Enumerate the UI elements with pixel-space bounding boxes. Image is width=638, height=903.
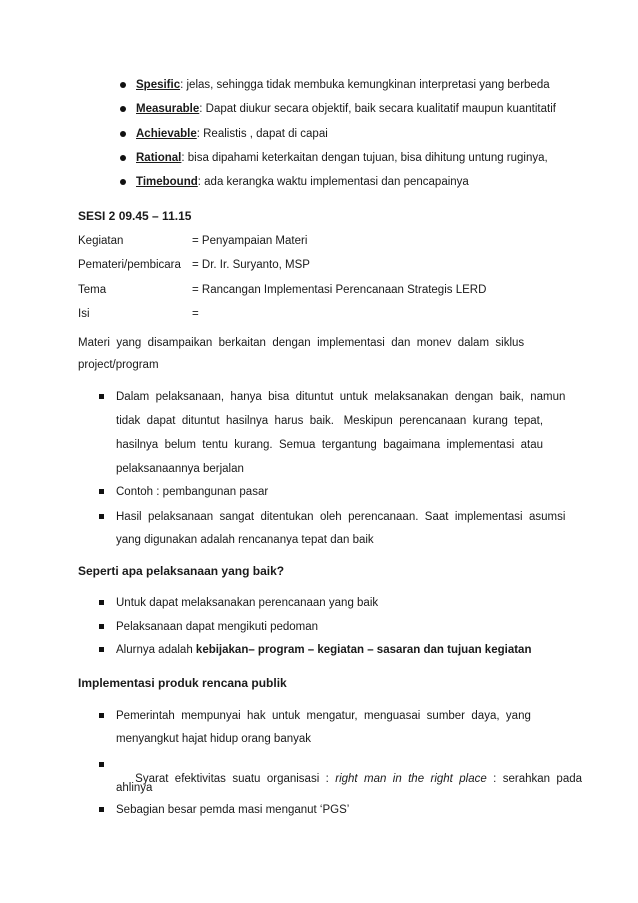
bullet-icon bbox=[120, 106, 126, 112]
bullet-square-icon bbox=[99, 713, 104, 718]
list-item-line: Hasil pelaksanaan sangat ditentukan oleh perencanaan. Saat implementasi asumsi bbox=[116, 511, 566, 523]
info-label: Pemateri/pembicara bbox=[78, 259, 181, 271]
info-label: Kegiatan bbox=[78, 235, 124, 247]
list-item-line: yang digunakan adalah rencananya tepat dan baik bbox=[116, 534, 374, 546]
smart-item bbox=[136, 175, 469, 189]
list-item bbox=[116, 643, 531, 657]
info-value: = Penyampaian Materi bbox=[192, 235, 308, 247]
info-value: = Dr. Ir. Suryanto, MSP bbox=[192, 259, 310, 271]
smart-desc: : Dapat diukur secara objektif, baik secara kualitatif maupun kuantitatif bbox=[199, 103, 556, 115]
list-item-line: Dalam pelaksanaan, hanya bisa dituntut untuk melaksanakan dengan baik, namun bbox=[116, 391, 566, 403]
bullet-square-icon bbox=[99, 647, 104, 652]
smart-desc: : ada kerangka waktu implementasi dan pencapainya bbox=[197, 176, 469, 188]
bullet-square-icon bbox=[99, 762, 104, 767]
list-item-line: Sebagian besar pemda masi menganut ‘PGS’ bbox=[116, 804, 350, 816]
smart-desc: : Realistis , dapat di capai bbox=[196, 128, 328, 140]
syarat-italic: right man in the right place bbox=[335, 773, 487, 785]
section-heading: Seperti apa pelaksanaan yang baik? bbox=[78, 564, 285, 578]
smart-item bbox=[136, 78, 550, 92]
section-heading: Implementasi produk rencana publik bbox=[78, 676, 287, 690]
bullet-square-icon bbox=[99, 807, 104, 812]
bullet-icon bbox=[120, 179, 126, 185]
bullet-square-icon bbox=[99, 600, 104, 605]
smart-term: Timebound bbox=[136, 176, 198, 188]
list-item: Pelaksanaan dapat mengikuti pedoman bbox=[116, 621, 319, 633]
smart-term: Rational bbox=[136, 152, 182, 164]
list-item-line: hasilnya belum tentu kurang. Semua tergantung bagaimana implementasi atau bbox=[116, 439, 544, 451]
smart-item bbox=[136, 102, 556, 116]
list-item-line bbox=[116, 758, 582, 800]
session-heading: SESI 2 09.45 – 11.15 bbox=[78, 209, 192, 223]
bullet-icon bbox=[120, 155, 126, 161]
smart-term: Measurable bbox=[136, 103, 200, 115]
intro-line: Materi yang disampaikan berkaitan dengan implementasi dan monev dalam siklus bbox=[78, 337, 525, 349]
list-item: Untuk dapat melaksanakan perencanaan yang baik bbox=[116, 597, 379, 609]
info-label: Tema bbox=[78, 284, 107, 296]
smart-term: Achievable bbox=[136, 128, 197, 140]
bullet-square-icon bbox=[99, 514, 104, 519]
bullet-square-icon bbox=[99, 394, 104, 399]
list-item-line: ahlinya bbox=[116, 782, 153, 794]
syarat-suffix: : serahkan pada bbox=[486, 773, 583, 785]
smart-item bbox=[136, 127, 328, 141]
list-item-line: pelaksanaannya berjalan bbox=[116, 463, 244, 475]
bullet-square-icon bbox=[99, 624, 104, 629]
alur-flow: kebijakan– program – kegiatan – sasaran dan tujuan kegiatan bbox=[195, 644, 532, 656]
list-item-line: Contoh : pembangunan pasar bbox=[116, 486, 269, 498]
info-value: = Rancangan Implementasi Perencanaan Strategis LERD bbox=[192, 284, 487, 296]
info-value: = bbox=[192, 308, 199, 320]
bullet-square-icon bbox=[99, 489, 104, 494]
intro-line: project/program bbox=[78, 359, 159, 371]
syarat-prefix: Syarat efektivitas suatu organisasi : bbox=[135, 773, 336, 785]
list-item-line: menyangkut hajat hidup orang banyak bbox=[116, 733, 312, 745]
bullet-icon bbox=[120, 131, 126, 137]
list-item-line: tidak dapat dituntut hasilnya harus baik. Meskipun perencanaan kurang tepat, bbox=[116, 415, 544, 427]
smart-item bbox=[136, 151, 548, 165]
alur-prefix: Alurnya adalah bbox=[116, 644, 196, 656]
list-item-line: Pemerintah mempunyai hak untuk mengatur, menguasai sumber daya, yang bbox=[116, 710, 531, 722]
smart-term: Spesific bbox=[136, 79, 181, 91]
bullet-icon bbox=[120, 82, 126, 88]
smart-desc: : bisa dipahami keterkaitan dengan tujuan, bisa dihitung untung ruginya, bbox=[181, 152, 548, 164]
smart-desc: : jelas, sehingga tidak membuka kemungkinan interpretasi yang berbeda bbox=[180, 79, 550, 91]
info-label: Isi bbox=[78, 308, 90, 320]
